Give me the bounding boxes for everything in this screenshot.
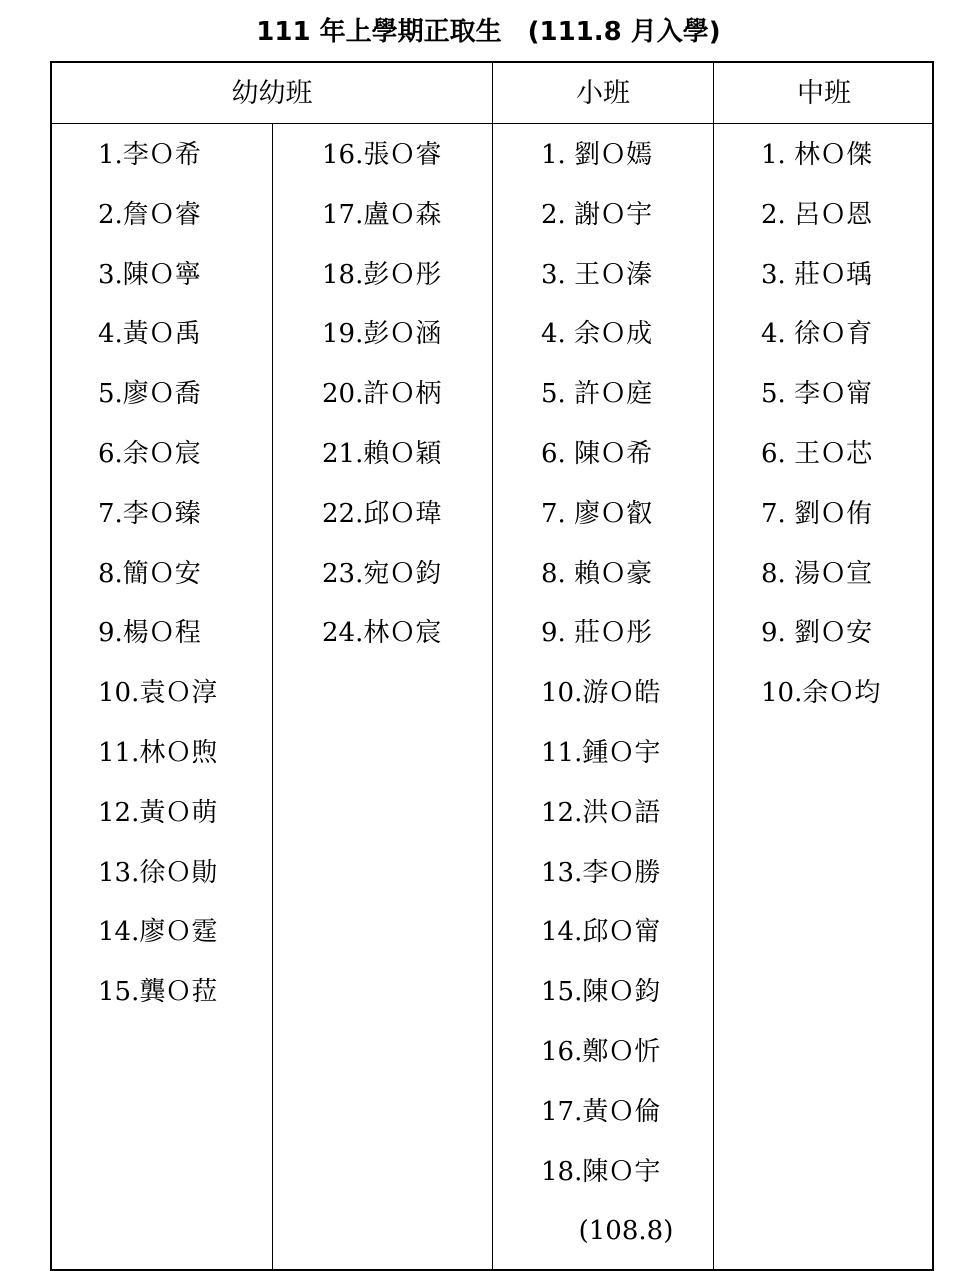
student-entry: 1. 劉Ｏ嫣 [541,140,653,170]
youyou-list-1 [98,126,268,1023]
student-entry: 7. 廖Ｏ叡 [541,498,653,529]
student-entry: 13.李Ｏ勝 [541,857,661,888]
student-entry: 9.楊Ｏ程 [98,618,201,649]
yy-subcolumn-divider [272,124,273,1269]
student-entry: 3. 莊Ｏ瑀 [761,259,873,290]
student-entry: 20.許Ｏ柄 [322,379,442,410]
student-entry: 6.余Ｏ宸 [98,438,201,469]
header-youyou-class: 幼幼班 [231,78,313,109]
student-entry: 1. 林Ｏ傑 [761,140,873,170]
student-entry: 10.余Ｏ均 [761,678,881,709]
student-entry: 3. 王Ｏ溱 [541,259,653,290]
student-entry: 10.游Ｏ皓 [541,678,661,709]
student-entry: 17.盧Ｏ森 [322,199,442,230]
header-xiao-class: 小班 [576,78,630,109]
student-entry: 11.林Ｏ煦 [98,737,218,768]
xiao-list [541,126,711,1262]
student-entry: 24.林Ｏ宸 [322,618,442,649]
student-entry: 7. 劉Ｏ侑 [761,498,873,529]
student-entry: 18.彭Ｏ彤 [322,259,442,290]
page-title: 111 年上學期正取生 (111.8 月入學) [256,17,721,47]
student-entry: 5.廖Ｏ喬 [98,379,201,410]
column-divider-1 [492,63,493,1269]
student-entry: 8. 湯Ｏ宣 [761,558,873,589]
student-entry: 12.洪Ｏ語 [541,797,661,828]
student-entry: 5. 許Ｏ庭 [541,379,653,410]
student-entry: 22.邱Ｏ瑋 [322,498,442,529]
youyou-list-2 [322,126,492,664]
student-entry: 10.袁Ｏ淳 [98,678,218,709]
student-entry: 3.陳Ｏ寧 [98,259,201,290]
admission-table [50,61,934,1271]
student-entry: 1.李Ｏ希 [98,140,201,170]
student-entry: 2. 呂Ｏ恩 [761,199,873,230]
column-divider-2 [713,63,714,1269]
student-entry: 19.彭Ｏ涵 [322,319,442,350]
student-entry: 15.陳Ｏ鈞 [541,977,661,1008]
header-zhong-class: 中班 [797,78,851,109]
student-entry: 9. 莊Ｏ彤 [541,618,653,649]
student-entry: 9. 劉Ｏ安 [761,618,873,649]
student-entry: 17.黃Ｏ倫 [541,1096,661,1127]
student-entry: 13.徐Ｏ勛 [98,857,218,888]
student-entry: 18.陳Ｏ宇 [541,1156,661,1187]
student-entry: 7.李Ｏ臻 [98,498,201,529]
student-entry: 14.邱Ｏ甯 [541,917,661,948]
student-entry: 4.黃Ｏ禹 [98,319,201,350]
student-entry: 8.簡Ｏ安 [98,558,201,589]
student-entry: 14.廖Ｏ霆 [98,917,218,948]
student-entry: 8. 賴Ｏ豪 [541,558,653,589]
student-entry: 4. 余Ｏ成 [541,319,653,350]
student-entry: 11.鍾Ｏ宇 [541,737,661,768]
student-entry: 4. 徐Ｏ育 [761,319,873,350]
student-entry: 12.黃Ｏ萌 [98,797,218,828]
student-entry: 23.宛Ｏ鈞 [322,558,442,589]
student-entry: 21.賴Ｏ穎 [322,438,442,469]
zhong-list [761,126,931,724]
student-entry: 5. 李Ｏ甯 [761,379,873,410]
student-entry: 6. 陳Ｏ希 [541,438,653,469]
student-entry: 2. 謝Ｏ宇 [541,199,653,230]
xiao-note: (108.8) [578,1216,674,1247]
student-entry: 15.龔Ｏ菈 [98,977,218,1008]
student-entry: 16.鄭Ｏ忻 [541,1036,661,1067]
student-entry: 6. 王Ｏ芯 [761,438,873,469]
student-entry: 2.詹Ｏ睿 [98,199,201,230]
student-entry: 16.張Ｏ睿 [322,140,442,170]
